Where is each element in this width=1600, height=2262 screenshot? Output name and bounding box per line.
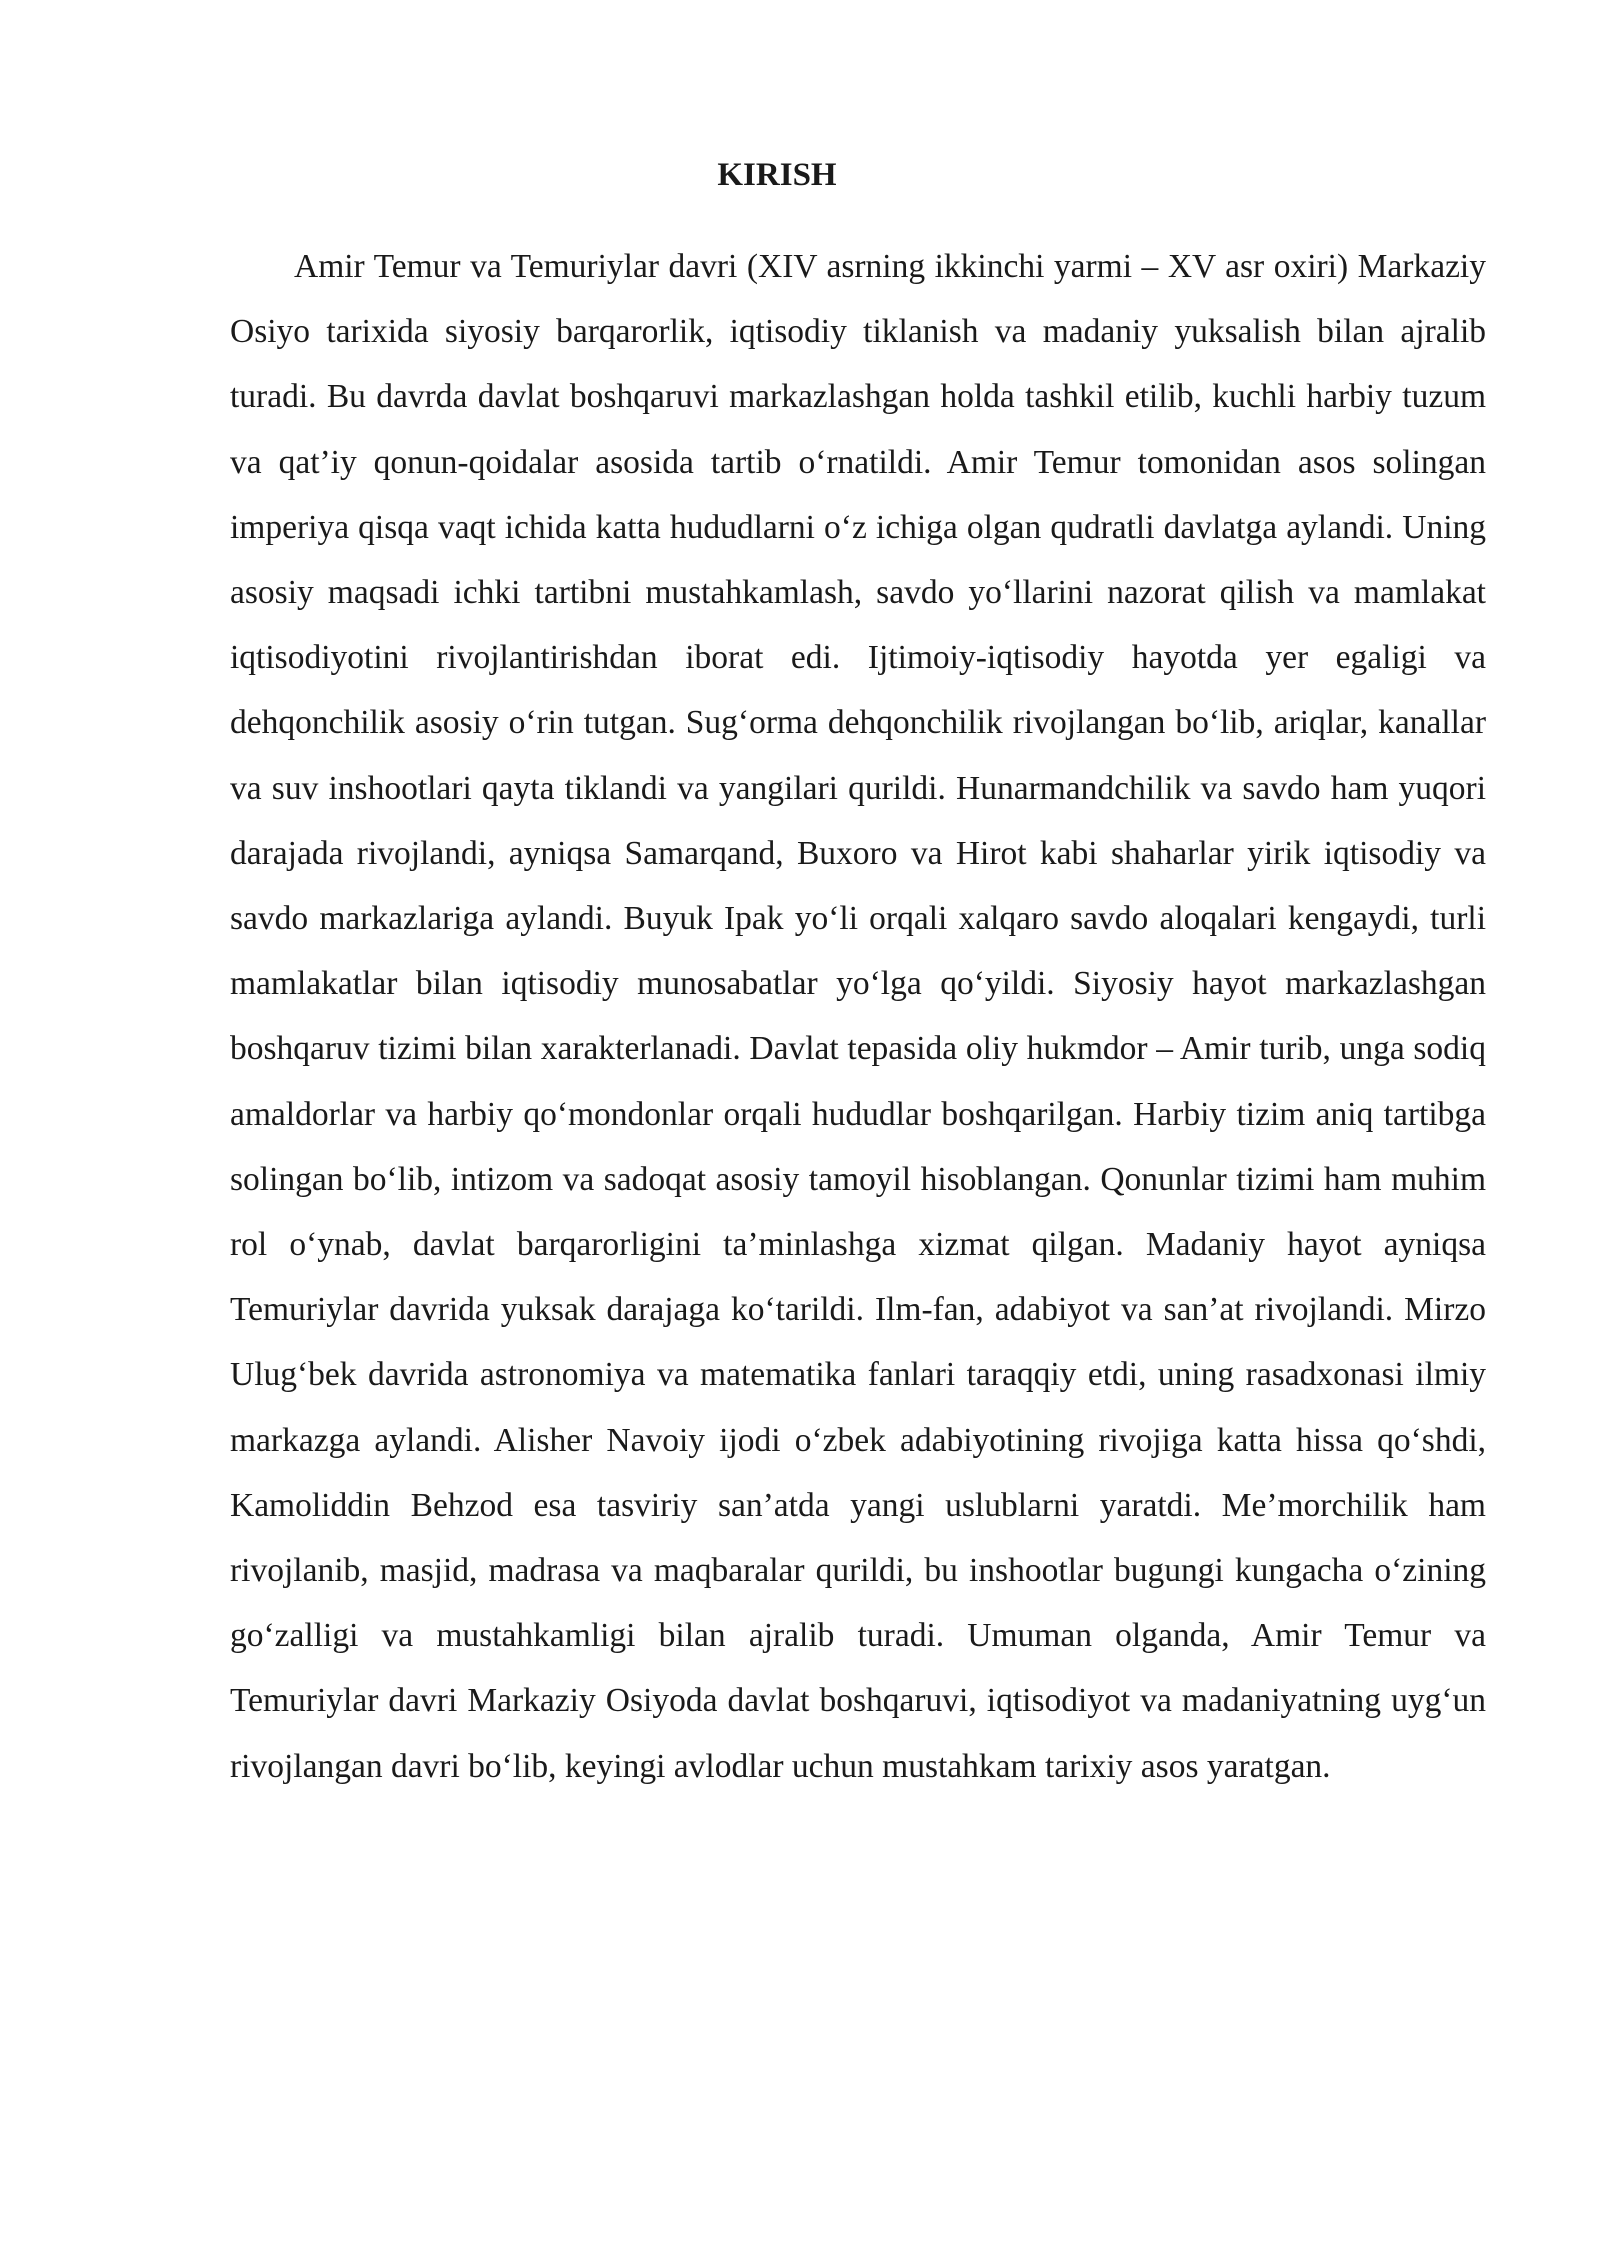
body-paragraph: Amir Temur va Temuriylar davri (XIV asrning ikkinchi yarmi – XV asr oxiri) Markaziy Osiyo tarixida siyosiy barqarorlik, iqtisodiy tiklanish va madaniy yuksalish bilan ajralib turadi. Bu davrda davlat boshqaruvi markazlashgan holda tashkil etilib, kuchli harbiy tuzum va qat’iy qonun-qoidalar asosida tartib o‘rnatildi. Amir Temur tomonidan asos solingan imperiya qisqa vaqt ichida katta hududlarni o‘z ichiga olgan qudratli davlatga aylandi. Uning asosiy maqsadi ichki tartibni mustahkamlash, savdo yo‘llarini nazorat qilish va mamlakat iqtisodiyotini rivojlantirishdan iborat edi. Ijtimoiy-iqtisodiy hayotda yer egaligi va dehqonchilik asosiy o‘rin tutgan. Sug‘orma dehqonchilik rivojlangan bo‘lib, ariqlar, kanallar va suv inshootlari qayta tiklandi va yangilari qurildi. Hunarmandchilik va savdo ham yuqori darajada rivojlandi, ayniqsa Samarqand, Buxoro va Hirot kabi shaharlar yirik iqtisodiy va savdo markazlariga aylandi. Buyuk Ipak yo‘li orqali xalqaro savdo aloqalari kengaydi, turli mamlakatlar bilan iqtisodiy munosabatlar yo‘lga qo‘yildi. Siyosiy hayot markazlashgan boshqaruv tizimi bilan xarakterlanadi. Davlat tepasida oliy hukmdor – Amir turib, unga sodiq amaldorlar va harbiy qo‘mondonlar orqali hududlar boshqarilgan. Harbiy tizim aniq tartibga solingan bo‘lib, intizom va sadoqat asosiy tamoyil hisoblangan. Qonunlar tizimi ham muhim rol o‘ynab, davlat barqarorligini ta’minlashga xizmat qilgan. Madaniy hayot ayniqsa Temuriylar davrida yuksak darajaga ko‘tarildi. Ilm-fan, adabiyot va san’at rivojlandi. Mirzo Ulug‘bek davrida astronomiya va matematika fanlari taraqqiy etdi, uning rasadxonasi ilmiy markazga aylandi. Alisher Navoiy ijodi o‘zbek adabiyotining rivojiga katta hissa qo‘shdi, Kamoliddin Behzod esa tasviriy san’atda yangi uslublarni yaratdi. Me’morchilik ham rivojlanib, masjid, madrasa va maqbaralar qurildi, bu inshootlar bugungi kungacha o‘zining go‘zalligi va mustahkamligi bilan ajralib turadi. Umuman olganda, Amir Temur va Temuriylar davri Markaziy Osiyoda davlat boshqaruvi, iqtisodiyot va madaniyatning uyg‘un rivojlangan davri bo‘lib, keyingi avlodlar uchun mustahkam tarixiy asos yaratgan.	[230, 248, 1486, 1785]
page-title: KIRISH	[717, 157, 837, 193]
